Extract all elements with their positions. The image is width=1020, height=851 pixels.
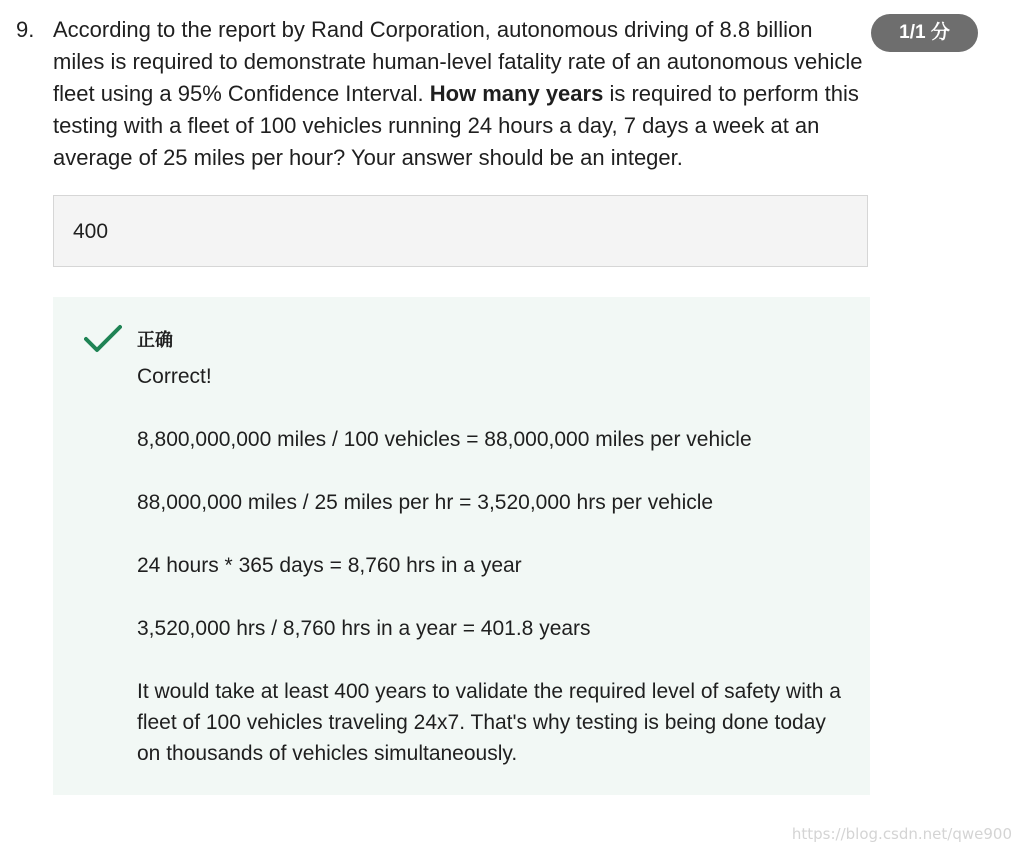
status-label: 正确 [137, 330, 173, 350]
explanation-line: 88,000,000 miles / 25 miles per hr = 3,520,000 hrs per vehicle [137, 491, 714, 514]
feedback-panel [53, 297, 870, 795]
question-text-part-2: is required to perform this testing with a fleet of 100 vehicles running 24 hours a day, 7 days a week at an average of 25 miles per hour? Your answer should be an integer. [53, 81, 859, 170]
explanation [137, 361, 849, 801]
explanation-line: 24 hours * 365 days = 8,760 hrs in a year [137, 554, 522, 577]
question-number: 9. [16, 17, 35, 42]
explanation-line: 3,520,000 hrs / 8,760 hrs in a year = 401.8 years [137, 617, 591, 640]
checkmark-icon [84, 324, 122, 354]
explanation-line: It would take at least 400 years to validate the required level of safety with a fleet of 100 vehicles traveling 24x7. That's why testing is being done today on thousands of vehicles simultaneously. [137, 680, 841, 765]
question-text [53, 14, 868, 174]
answer-input[interactable]: 400 [53, 195, 868, 267]
score-badge: 1/1 分 [871, 14, 978, 52]
question-text-part-1: According to the report by Rand Corporation, autonomous driving of 8.8 billion miles is required to demonstrate human-level fatality rate of an autonomous vehicle fleet using a 95% Confidence Interval. [53, 17, 863, 106]
correct-text: Correct! [137, 365, 212, 388]
explanation-line: 8,800,000,000 miles / 100 vehicles = 88,000,000 miles per vehicle [137, 428, 752, 451]
question-text-bold: How many years [429, 81, 604, 106]
watermark: https://blog.csdn.net/qwe900 [791, 825, 1012, 843]
